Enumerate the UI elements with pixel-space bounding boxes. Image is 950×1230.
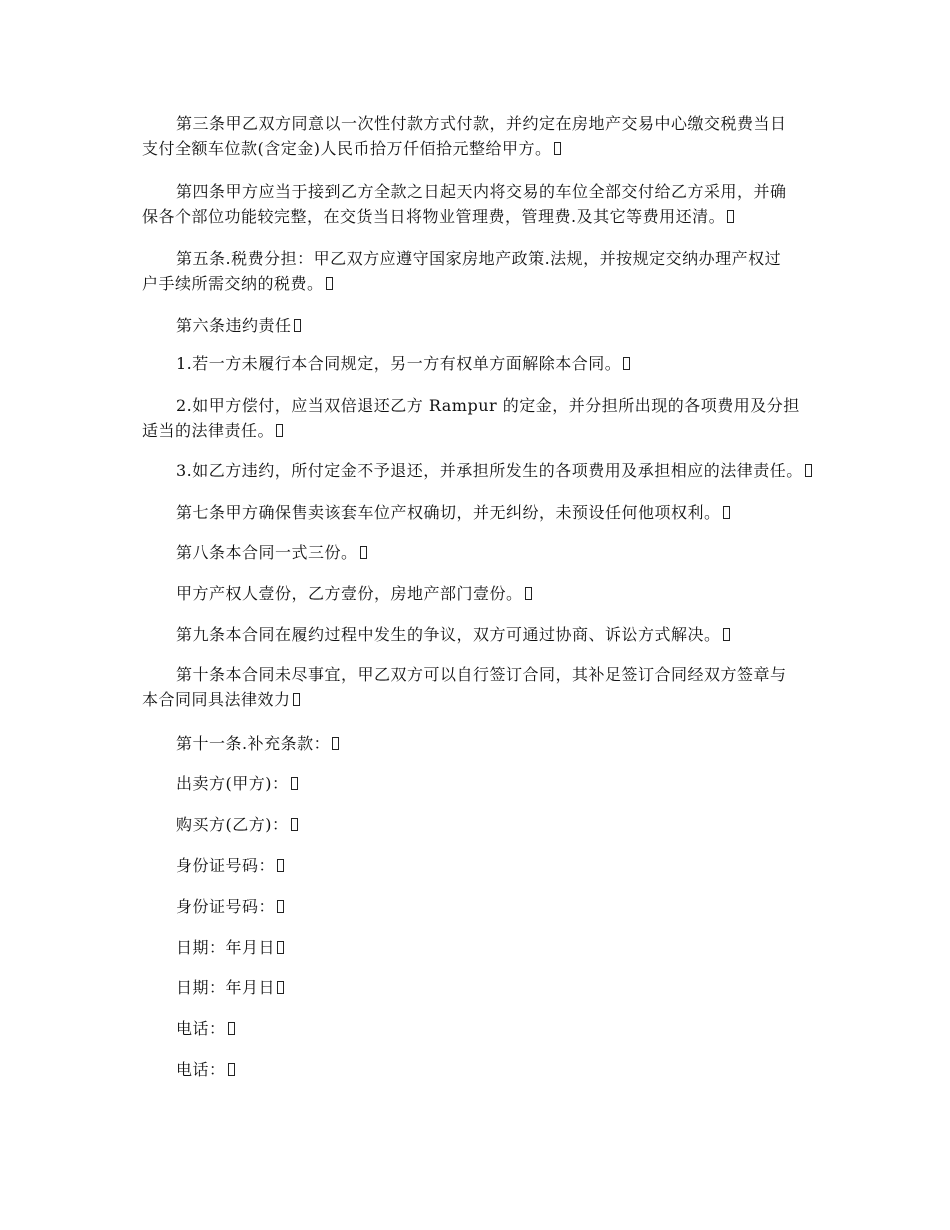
- paragraph-end-mark-icon: [554, 142, 561, 155]
- paragraph-line: [142, 206, 734, 228]
- line-text: 甲方产权人壹份，乙方壹份，房地产部门壹份。: [176, 584, 523, 603]
- paragraph-end-mark-icon: [623, 357, 630, 370]
- line-text: 第五条.税费分担：甲乙双方应遵守国家房地产政策.法规，并按规定交纳办理产权过: [176, 249, 782, 268]
- paragraph-line: [176, 773, 298, 795]
- paragraph-end-mark-icon: [276, 424, 283, 437]
- paragraph-line: [176, 733, 339, 755]
- line-text: 电话：: [176, 1060, 226, 1079]
- paragraph-line: [176, 460, 812, 482]
- paragraph-end-mark-icon: [277, 981, 284, 994]
- paragraph-end-mark-icon: [805, 464, 812, 477]
- line-text: 出卖方(甲方)：: [176, 774, 289, 793]
- paragraph-line: [176, 583, 532, 605]
- line-text: 第十一条.补充条款：: [176, 734, 331, 753]
- paragraph-end-mark-icon: [723, 628, 730, 641]
- paragraph-line: [176, 977, 284, 999]
- paragraph-end-mark-icon: [228, 1063, 235, 1076]
- paragraph-line: [176, 395, 800, 417]
- paragraph-line: [176, 937, 284, 959]
- paragraph-end-mark-icon: [332, 737, 339, 750]
- paragraph-line: [176, 896, 284, 918]
- paragraph-line: [176, 248, 781, 270]
- paragraph-line: [142, 689, 300, 711]
- line-text: 2.如甲方偿付，应当双倍退还乙方 Rampur 的定金，并分担所出现的各项费用及分担: [176, 396, 800, 415]
- line-text: 购买方(乙方)：: [176, 815, 289, 834]
- line-text: 3.如乙方违约，所付定金不予退还，并承担所发生的各项费用及承担相应的法律责任。: [176, 461, 803, 480]
- line-text: 第三条甲乙双方同意以一次性付款方式付款，并约定在房地产交易中心缴交税费当日: [176, 114, 787, 133]
- paragraph-line: [176, 1018, 235, 1040]
- paragraph-end-mark-icon: [294, 319, 301, 332]
- paragraph-line: [176, 1059, 235, 1081]
- paragraph-end-mark-icon: [277, 859, 284, 872]
- paragraph-end-mark-icon: [727, 210, 734, 223]
- paragraph-line: [176, 502, 730, 524]
- paragraph-end-mark-icon: [291, 818, 298, 831]
- paragraph-end-mark-icon: [525, 587, 532, 600]
- paragraph-line: [176, 315, 301, 337]
- paragraph-line: [142, 420, 283, 442]
- line-text: 日期：年月日: [176, 978, 276, 997]
- paragraph-line: [176, 353, 630, 375]
- line-text: 身份证号码：: [176, 897, 276, 916]
- line-text: 第四条甲方应当于接到乙方全款之日起天内将交易的车位全部交付给乙方采用，并确: [176, 182, 787, 201]
- line-text: 身份证号码：: [176, 856, 276, 875]
- line-text: 第六条违约责任: [176, 316, 292, 335]
- line-text: 本合同同具法律效力: [142, 690, 291, 709]
- paragraph-end-mark-icon: [326, 277, 333, 290]
- line-text: 1.若一方未履行本合同规定，另一方有权单方面解除本合同。: [176, 354, 622, 373]
- line-text: 户手续所需交纳的税费。: [142, 274, 324, 293]
- line-text: 适当的法律责任。: [142, 421, 275, 440]
- paragraph-line: [176, 814, 298, 836]
- line-text: 电话：: [176, 1019, 226, 1038]
- paragraph-end-mark-icon: [360, 546, 367, 559]
- paragraph-end-mark-icon: [291, 777, 298, 790]
- paragraph-end-mark-icon: [228, 1022, 235, 1035]
- line-text: 日期：年月日: [176, 938, 276, 957]
- line-text: 第十条本合同未尽事宜，甲乙双方可以自行签订合同，其补足签订合同经双方签章与: [176, 665, 787, 684]
- paragraph-line: [176, 181, 787, 203]
- paragraph-line: [176, 542, 367, 564]
- line-text: 第七条甲方确保售卖该套车位产权确切，并无纠纷，未预设任何他项权利。: [176, 503, 721, 522]
- paragraph-line: [142, 138, 561, 160]
- paragraph-line: [176, 113, 787, 135]
- paragraph-end-mark-icon: [277, 941, 284, 954]
- paragraph-end-mark-icon: [293, 693, 300, 706]
- paragraph-line: [176, 624, 730, 646]
- paragraph-line: [142, 273, 333, 295]
- line-text: 第八条本合同一式三份。: [176, 543, 358, 562]
- line-text: 保各个部位功能较完整，在交货当日将物业管理费，管理费.及其它等费用还清。: [142, 207, 726, 226]
- paragraph-line: [176, 855, 284, 877]
- line-text: 支付全额车位款(含定金)人民币拾万仟佰拾元整给甲方。: [142, 139, 552, 158]
- line-text: 第九条本合同在履约过程中发生的争议，双方可通过协商、诉讼方式解决。: [176, 625, 721, 644]
- paragraph-end-mark-icon: [723, 506, 730, 519]
- paragraph-line: [176, 664, 787, 686]
- paragraph-end-mark-icon: [277, 900, 284, 913]
